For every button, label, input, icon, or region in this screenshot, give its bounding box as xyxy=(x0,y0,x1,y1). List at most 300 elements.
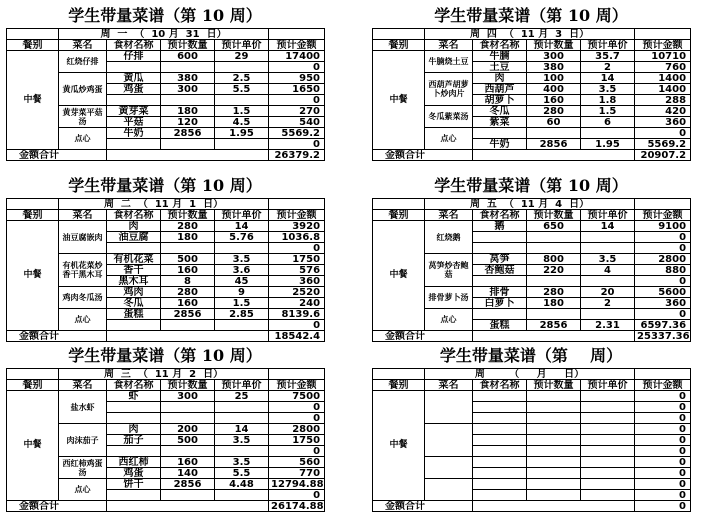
dish-name xyxy=(425,424,473,457)
menu-table xyxy=(372,28,691,161)
estimated-quantity xyxy=(527,446,581,457)
estimated-quantity: 600 xyxy=(161,51,215,62)
estimated-unit-price xyxy=(581,468,635,479)
estimated-amount: 2800 xyxy=(635,254,691,265)
estimated-quantity: 100 xyxy=(527,73,581,84)
estimated-quantity: 380 xyxy=(161,73,215,84)
column-header: 餐别 xyxy=(373,380,425,391)
estimated-quantity: 400 xyxy=(527,84,581,95)
ingredient-name xyxy=(107,95,161,106)
ingredient-name xyxy=(107,490,161,501)
ingredient-name: 肉 xyxy=(107,424,161,435)
ingredient-name: 饼干 xyxy=(107,479,161,490)
total-amount: 26379.2 xyxy=(269,150,325,161)
estimated-amount: 0 xyxy=(269,402,325,413)
week-blank-cell xyxy=(7,369,59,380)
menu-table xyxy=(6,28,325,161)
week-blank-cell xyxy=(635,199,691,210)
estimated-unit-price: 35.7 xyxy=(581,51,635,62)
panel-title xyxy=(6,345,324,367)
ingredient-name xyxy=(473,402,527,413)
estimated-unit-price xyxy=(215,62,269,73)
column-header: 食材名称 xyxy=(107,210,161,221)
estimated-amount: 0 xyxy=(269,320,325,331)
estimated-amount: 0 xyxy=(269,95,325,106)
total-amount: 26174.88 xyxy=(269,501,325,512)
panel-title xyxy=(6,175,324,197)
estimated-amount: 360 xyxy=(635,298,691,309)
column-header: 预计金额 xyxy=(269,380,325,391)
estimated-quantity: 280 xyxy=(161,287,215,298)
estimated-unit-price: 5.76 xyxy=(215,232,269,243)
ingredient-name: 紫菜 xyxy=(473,117,527,128)
dish-name: 肉沫茄子 xyxy=(59,424,107,457)
week-label: 周 四 （ 11 月 3 日） xyxy=(425,29,635,40)
week-blank-cell xyxy=(635,29,691,40)
total-label: 金额合计 xyxy=(373,150,473,161)
header-row xyxy=(373,380,691,391)
estimated-quantity xyxy=(161,413,215,424)
ingredient-name: 黄芽菜 xyxy=(107,106,161,117)
column-header: 预计数量 xyxy=(527,380,581,391)
estimated-amount: 2800 xyxy=(269,424,325,435)
dish-name: 排骨萝卜汤 xyxy=(425,287,473,309)
table-row xyxy=(7,391,325,402)
estimated-unit-price xyxy=(215,243,269,254)
estimated-amount: 0 xyxy=(635,232,691,243)
estimated-amount: 0 xyxy=(635,309,691,320)
week-blank-cell xyxy=(373,29,425,40)
estimated-amount: 420 xyxy=(635,106,691,117)
dish-name: 鸡肉冬瓜汤 xyxy=(59,287,107,309)
column-header: 预计金额 xyxy=(269,40,325,51)
ingredient-name xyxy=(473,413,527,424)
estimated-quantity: 300 xyxy=(161,84,215,95)
estimated-quantity: 280 xyxy=(161,221,215,232)
panel-title xyxy=(6,5,324,27)
column-header: 预计单价 xyxy=(581,40,635,51)
estimated-unit-price xyxy=(581,243,635,254)
estimated-unit-price xyxy=(581,402,635,413)
estimated-quantity xyxy=(527,402,581,413)
column-header: 食材名称 xyxy=(107,380,161,391)
column-header: 预计金额 xyxy=(635,40,691,51)
column-header: 菜名 xyxy=(425,40,473,51)
ingredient-name: 莴笋 xyxy=(473,254,527,265)
week-row xyxy=(7,29,325,40)
estimated-unit-price: 5.5 xyxy=(215,84,269,95)
estimated-quantity: 220 xyxy=(527,265,581,276)
total-row xyxy=(373,331,691,342)
dish-name: 点心 xyxy=(59,128,107,150)
estimated-unit-price: 25 xyxy=(215,391,269,402)
meal-label: 中餐 xyxy=(373,221,425,331)
total-amount: 0 xyxy=(635,501,691,512)
estimated-unit-price: 4.48 xyxy=(215,479,269,490)
ingredient-name: 鸡蛋 xyxy=(107,84,161,95)
estimated-unit-price xyxy=(215,320,269,331)
estimated-unit-price xyxy=(215,402,269,413)
total-label: 金额合计 xyxy=(7,331,107,342)
estimated-unit-price xyxy=(581,479,635,490)
estimated-quantity xyxy=(161,490,215,501)
ingredient-name: 牛奶 xyxy=(107,128,161,139)
estimated-quantity xyxy=(527,468,581,479)
meal-label: 中餐 xyxy=(373,51,425,150)
dish-name: 莴笋炒杏鲍菇 xyxy=(425,254,473,287)
estimated-unit-price: 2 xyxy=(581,62,635,73)
ingredient-name xyxy=(107,139,161,150)
dish-name: 红烧鹅 xyxy=(425,221,473,254)
column-header: 食材名称 xyxy=(473,380,527,391)
estimated-quantity xyxy=(527,128,581,139)
estimated-amount: 10710 xyxy=(635,51,691,62)
ingredient-name xyxy=(473,490,527,501)
menu-table xyxy=(372,368,691,512)
dish-name xyxy=(425,479,473,501)
estimated-amount: 0 xyxy=(269,446,325,457)
ingredient-name: 黄瓜 xyxy=(107,73,161,84)
estimated-unit-price: 2 xyxy=(581,298,635,309)
estimated-unit-price: 29 xyxy=(215,51,269,62)
estimated-amount: 540 xyxy=(269,117,325,128)
week-row xyxy=(373,369,691,380)
ingredient-name xyxy=(473,276,527,287)
column-header: 预计金额 xyxy=(635,380,691,391)
total-row xyxy=(373,150,691,161)
estimated-unit-price: 20 xyxy=(581,287,635,298)
ingredient-name: 黑木耳 xyxy=(107,276,161,287)
total-amount: 20907.2 xyxy=(635,150,691,161)
total-blank-cell xyxy=(473,150,635,161)
estimated-unit-price: 2.5 xyxy=(215,73,269,84)
dish-name: 冬瓜紫菜汤 xyxy=(425,106,473,128)
ingredient-name: 蛋糕 xyxy=(473,320,527,331)
column-header: 预计数量 xyxy=(527,210,581,221)
ingredient-name xyxy=(473,468,527,479)
estimated-unit-price xyxy=(581,435,635,446)
estimated-amount: 3920 xyxy=(269,221,325,232)
estimated-unit-price xyxy=(215,95,269,106)
week-label: 周 三 （ 11 月 2 日） xyxy=(59,369,269,380)
ingredient-name: 肉 xyxy=(473,73,527,84)
estimated-unit-price: 45 xyxy=(215,276,269,287)
column-header: 预计金额 xyxy=(269,210,325,221)
ingredient-name: 鸡肉 xyxy=(107,287,161,298)
estimated-quantity xyxy=(527,243,581,254)
column-header: 预计数量 xyxy=(161,380,215,391)
column-header: 菜名 xyxy=(425,210,473,221)
dish-name: 盐水虾 xyxy=(59,391,107,424)
panel-title-text: 学生带量菜谱（第 10 周） xyxy=(434,176,628,195)
estimated-amount: 17400 xyxy=(269,51,325,62)
ingredient-name xyxy=(107,413,161,424)
ingredient-name: 虾 xyxy=(107,391,161,402)
ingredient-name xyxy=(107,243,161,254)
estimated-unit-price xyxy=(581,391,635,402)
estimated-quantity xyxy=(161,95,215,106)
estimated-amount: 1650 xyxy=(269,84,325,95)
estimated-amount: 950 xyxy=(269,73,325,84)
estimated-amount: 0 xyxy=(635,424,691,435)
estimated-unit-price: 14 xyxy=(215,424,269,435)
ingredient-name xyxy=(107,446,161,457)
estimated-amount: 770 xyxy=(269,468,325,479)
estimated-amount: 576 xyxy=(269,265,325,276)
estimated-unit-price xyxy=(215,446,269,457)
estimated-unit-price: 1.5 xyxy=(215,298,269,309)
ingredient-name: 肉 xyxy=(107,221,161,232)
estimated-amount: 270 xyxy=(269,106,325,117)
estimated-quantity: 500 xyxy=(161,254,215,265)
panel-title xyxy=(372,345,690,367)
week-blank-cell xyxy=(269,199,325,210)
estimated-amount: 5600 xyxy=(635,287,691,298)
estimated-unit-price xyxy=(581,413,635,424)
estimated-amount: 0 xyxy=(635,457,691,468)
week-row xyxy=(373,29,691,40)
week-blank-cell xyxy=(7,29,59,40)
estimated-quantity: 2856 xyxy=(161,309,215,320)
estimated-quantity: 8 xyxy=(161,276,215,287)
estimated-amount: 0 xyxy=(635,490,691,501)
panel-title-text: 学生带量菜谱（第 10 周） xyxy=(68,176,262,195)
dish-name: 黄芽菜平菇汤 xyxy=(59,106,107,128)
estimated-amount: 360 xyxy=(269,276,325,287)
week-label: 周 （ 月 日） xyxy=(425,369,635,380)
estimated-unit-price: 3.5 xyxy=(581,254,635,265)
estimated-quantity xyxy=(161,320,215,331)
estimated-amount: 0 xyxy=(635,479,691,490)
estimated-unit-price: 4.5 xyxy=(215,117,269,128)
estimated-unit-price xyxy=(215,413,269,424)
estimated-unit-price: 1.5 xyxy=(581,106,635,117)
dish-name: 西葫芦胡萝卜炒肉片 xyxy=(425,73,473,106)
ingredient-name: 仔排 xyxy=(107,51,161,62)
column-header: 菜名 xyxy=(59,210,107,221)
total-blank-cell xyxy=(473,331,635,342)
week-blank-cell xyxy=(7,199,59,210)
menu-table xyxy=(6,368,325,512)
total-amount: 25337.36 xyxy=(635,331,691,342)
estimated-amount: 0 xyxy=(635,402,691,413)
estimated-quantity: 60 xyxy=(527,117,581,128)
estimated-unit-price: 1.95 xyxy=(581,139,635,150)
dish-name: 黄瓜炒鸡蛋 xyxy=(59,73,107,106)
estimated-quantity: 300 xyxy=(161,391,215,402)
ingredient-name xyxy=(473,391,527,402)
estimated-amount: 1400 xyxy=(635,73,691,84)
estimated-quantity xyxy=(527,232,581,243)
estimated-quantity xyxy=(161,62,215,73)
meal-label: 中餐 xyxy=(7,391,59,501)
estimated-quantity xyxy=(527,276,581,287)
panel-title-text: 学生带量菜谱（第 周） xyxy=(439,346,623,365)
dish-name: 红烧仔排 xyxy=(59,51,107,73)
estimated-quantity: 180 xyxy=(161,232,215,243)
estimated-quantity xyxy=(527,479,581,490)
estimated-amount: 240 xyxy=(269,298,325,309)
week-blank-cell xyxy=(373,369,425,380)
week-blank-cell xyxy=(269,29,325,40)
estimated-unit-price: 5.5 xyxy=(215,468,269,479)
estimated-quantity xyxy=(161,139,215,150)
meal-label: 中餐 xyxy=(373,391,425,501)
ingredient-name xyxy=(473,232,527,243)
column-header: 餐别 xyxy=(7,210,59,221)
estimated-amount: 0 xyxy=(269,490,325,501)
estimated-quantity xyxy=(527,424,581,435)
estimated-unit-price: 1.8 xyxy=(581,95,635,106)
estimated-unit-price: 4 xyxy=(581,265,635,276)
ingredient-name: 平菇 xyxy=(107,117,161,128)
ingredient-name: 白萝卜 xyxy=(473,298,527,309)
week-blank-cell xyxy=(635,369,691,380)
estimated-unit-price: 3.5 xyxy=(215,457,269,468)
panel-title xyxy=(372,5,690,27)
estimated-quantity: 2856 xyxy=(161,479,215,490)
header-row xyxy=(7,380,325,391)
estimated-quantity: 140 xyxy=(161,468,215,479)
column-header: 菜名 xyxy=(59,40,107,51)
ingredient-name xyxy=(107,320,161,331)
total-label: 金额合计 xyxy=(373,501,473,512)
total-label: 金额合计 xyxy=(7,150,107,161)
column-header: 预计单价 xyxy=(215,380,269,391)
estimated-amount: 0 xyxy=(635,468,691,479)
column-header: 预计单价 xyxy=(215,40,269,51)
estimated-unit-price xyxy=(581,446,635,457)
estimated-quantity: 160 xyxy=(527,95,581,106)
estimated-quantity: 280 xyxy=(527,287,581,298)
panel-title-text: 学生带量菜谱（第 10 周） xyxy=(68,346,262,365)
estimated-quantity xyxy=(161,243,215,254)
estimated-amount: 0 xyxy=(635,446,691,457)
estimated-unit-price xyxy=(581,309,635,320)
dish-name: 点心 xyxy=(425,309,473,331)
estimated-amount: 8139.6 xyxy=(269,309,325,320)
estimated-amount: 7500 xyxy=(269,391,325,402)
dish-name: 西红柿鸡蛋汤 xyxy=(59,457,107,479)
column-header: 餐别 xyxy=(7,380,59,391)
estimated-unit-price xyxy=(581,232,635,243)
ingredient-name xyxy=(473,457,527,468)
estimated-amount: 0 xyxy=(635,243,691,254)
dish-name xyxy=(425,391,473,424)
week-row xyxy=(373,199,691,210)
table-row xyxy=(7,51,325,62)
estimated-unit-price: 1.95 xyxy=(215,128,269,139)
estimated-amount: 1400 xyxy=(635,84,691,95)
column-header: 预计金额 xyxy=(635,210,691,221)
header-row xyxy=(7,210,325,221)
estimated-unit-price: 1.5 xyxy=(215,106,269,117)
estimated-amount: 288 xyxy=(635,95,691,106)
ingredient-name xyxy=(473,446,527,457)
estimated-amount: 0 xyxy=(635,435,691,446)
week-label: 周 五 （ 11 月 4 日） xyxy=(425,199,635,210)
estimated-amount: 5569.2 xyxy=(269,128,325,139)
week-blank-cell xyxy=(373,199,425,210)
estimated-amount: 360 xyxy=(635,117,691,128)
total-row xyxy=(7,501,325,512)
estimated-amount: 2520 xyxy=(269,287,325,298)
ingredient-name: 有机花菜 xyxy=(107,254,161,265)
estimated-unit-price: 6 xyxy=(581,117,635,128)
total-row xyxy=(7,331,325,342)
estimated-quantity: 180 xyxy=(161,106,215,117)
estimated-quantity: 2856 xyxy=(161,128,215,139)
estimated-quantity: 180 xyxy=(527,298,581,309)
ingredient-name xyxy=(107,62,161,73)
estimated-unit-price xyxy=(215,490,269,501)
estimated-quantity xyxy=(527,391,581,402)
column-header: 预计数量 xyxy=(161,210,215,221)
ingredient-name xyxy=(473,424,527,435)
week-blank-cell xyxy=(269,369,325,380)
panel-title-text: 学生带量菜谱（第 10 周） xyxy=(434,6,628,25)
ingredient-name xyxy=(107,402,161,413)
estimated-unit-price xyxy=(581,457,635,468)
estimated-unit-price: 14 xyxy=(581,73,635,84)
estimated-quantity: 280 xyxy=(527,106,581,117)
estimated-amount: 0 xyxy=(269,243,325,254)
ingredient-name: 油豆腐 xyxy=(107,232,161,243)
ingredient-name: 西葫芦 xyxy=(473,84,527,95)
estimated-amount: 6597.36 xyxy=(635,320,691,331)
estimated-amount: 0 xyxy=(269,413,325,424)
ingredient-name: 胡萝卜 xyxy=(473,95,527,106)
column-header: 食材名称 xyxy=(473,40,527,51)
column-header: 食材名称 xyxy=(473,210,527,221)
estimated-quantity xyxy=(527,457,581,468)
column-header: 预计单价 xyxy=(581,380,635,391)
estimated-unit-price: 2.85 xyxy=(215,309,269,320)
column-header: 餐别 xyxy=(7,40,59,51)
dish-name: 点心 xyxy=(59,309,107,331)
ingredient-name: 西红柿 xyxy=(107,457,161,468)
total-amount: 18542.4 xyxy=(269,331,325,342)
estimated-unit-price: 3.5 xyxy=(215,254,269,265)
column-header: 菜名 xyxy=(59,380,107,391)
ingredient-name: 鹅 xyxy=(473,221,527,232)
menu-table xyxy=(6,198,325,342)
header-row xyxy=(7,40,325,51)
estimated-unit-price xyxy=(581,276,635,287)
estimated-unit-price: 3.6 xyxy=(215,265,269,276)
column-header: 预计单价 xyxy=(581,210,635,221)
estimated-quantity xyxy=(527,309,581,320)
dish-name: 有机花菜炒香干黑木耳 xyxy=(59,254,107,287)
estimated-quantity: 380 xyxy=(527,62,581,73)
ingredient-name: 排骨 xyxy=(473,287,527,298)
ingredient-name xyxy=(473,243,527,254)
ingredient-name xyxy=(473,479,527,490)
estimated-unit-price: 3.5 xyxy=(581,84,635,95)
column-header: 菜名 xyxy=(425,380,473,391)
dish-name: 点心 xyxy=(425,128,473,150)
ingredient-name: 牛奶 xyxy=(473,139,527,150)
total-blank-cell xyxy=(107,331,269,342)
meal-label: 中餐 xyxy=(7,221,59,331)
estimated-quantity: 120 xyxy=(161,117,215,128)
week-label: 周 一 （ 10 月 31 日） xyxy=(59,29,269,40)
column-header: 食材名称 xyxy=(107,40,161,51)
estimated-amount: 0 xyxy=(635,128,691,139)
total-label: 金额合计 xyxy=(7,501,107,512)
ingredient-name: 鸡蛋 xyxy=(107,468,161,479)
estimated-amount: 1036.8 xyxy=(269,232,325,243)
